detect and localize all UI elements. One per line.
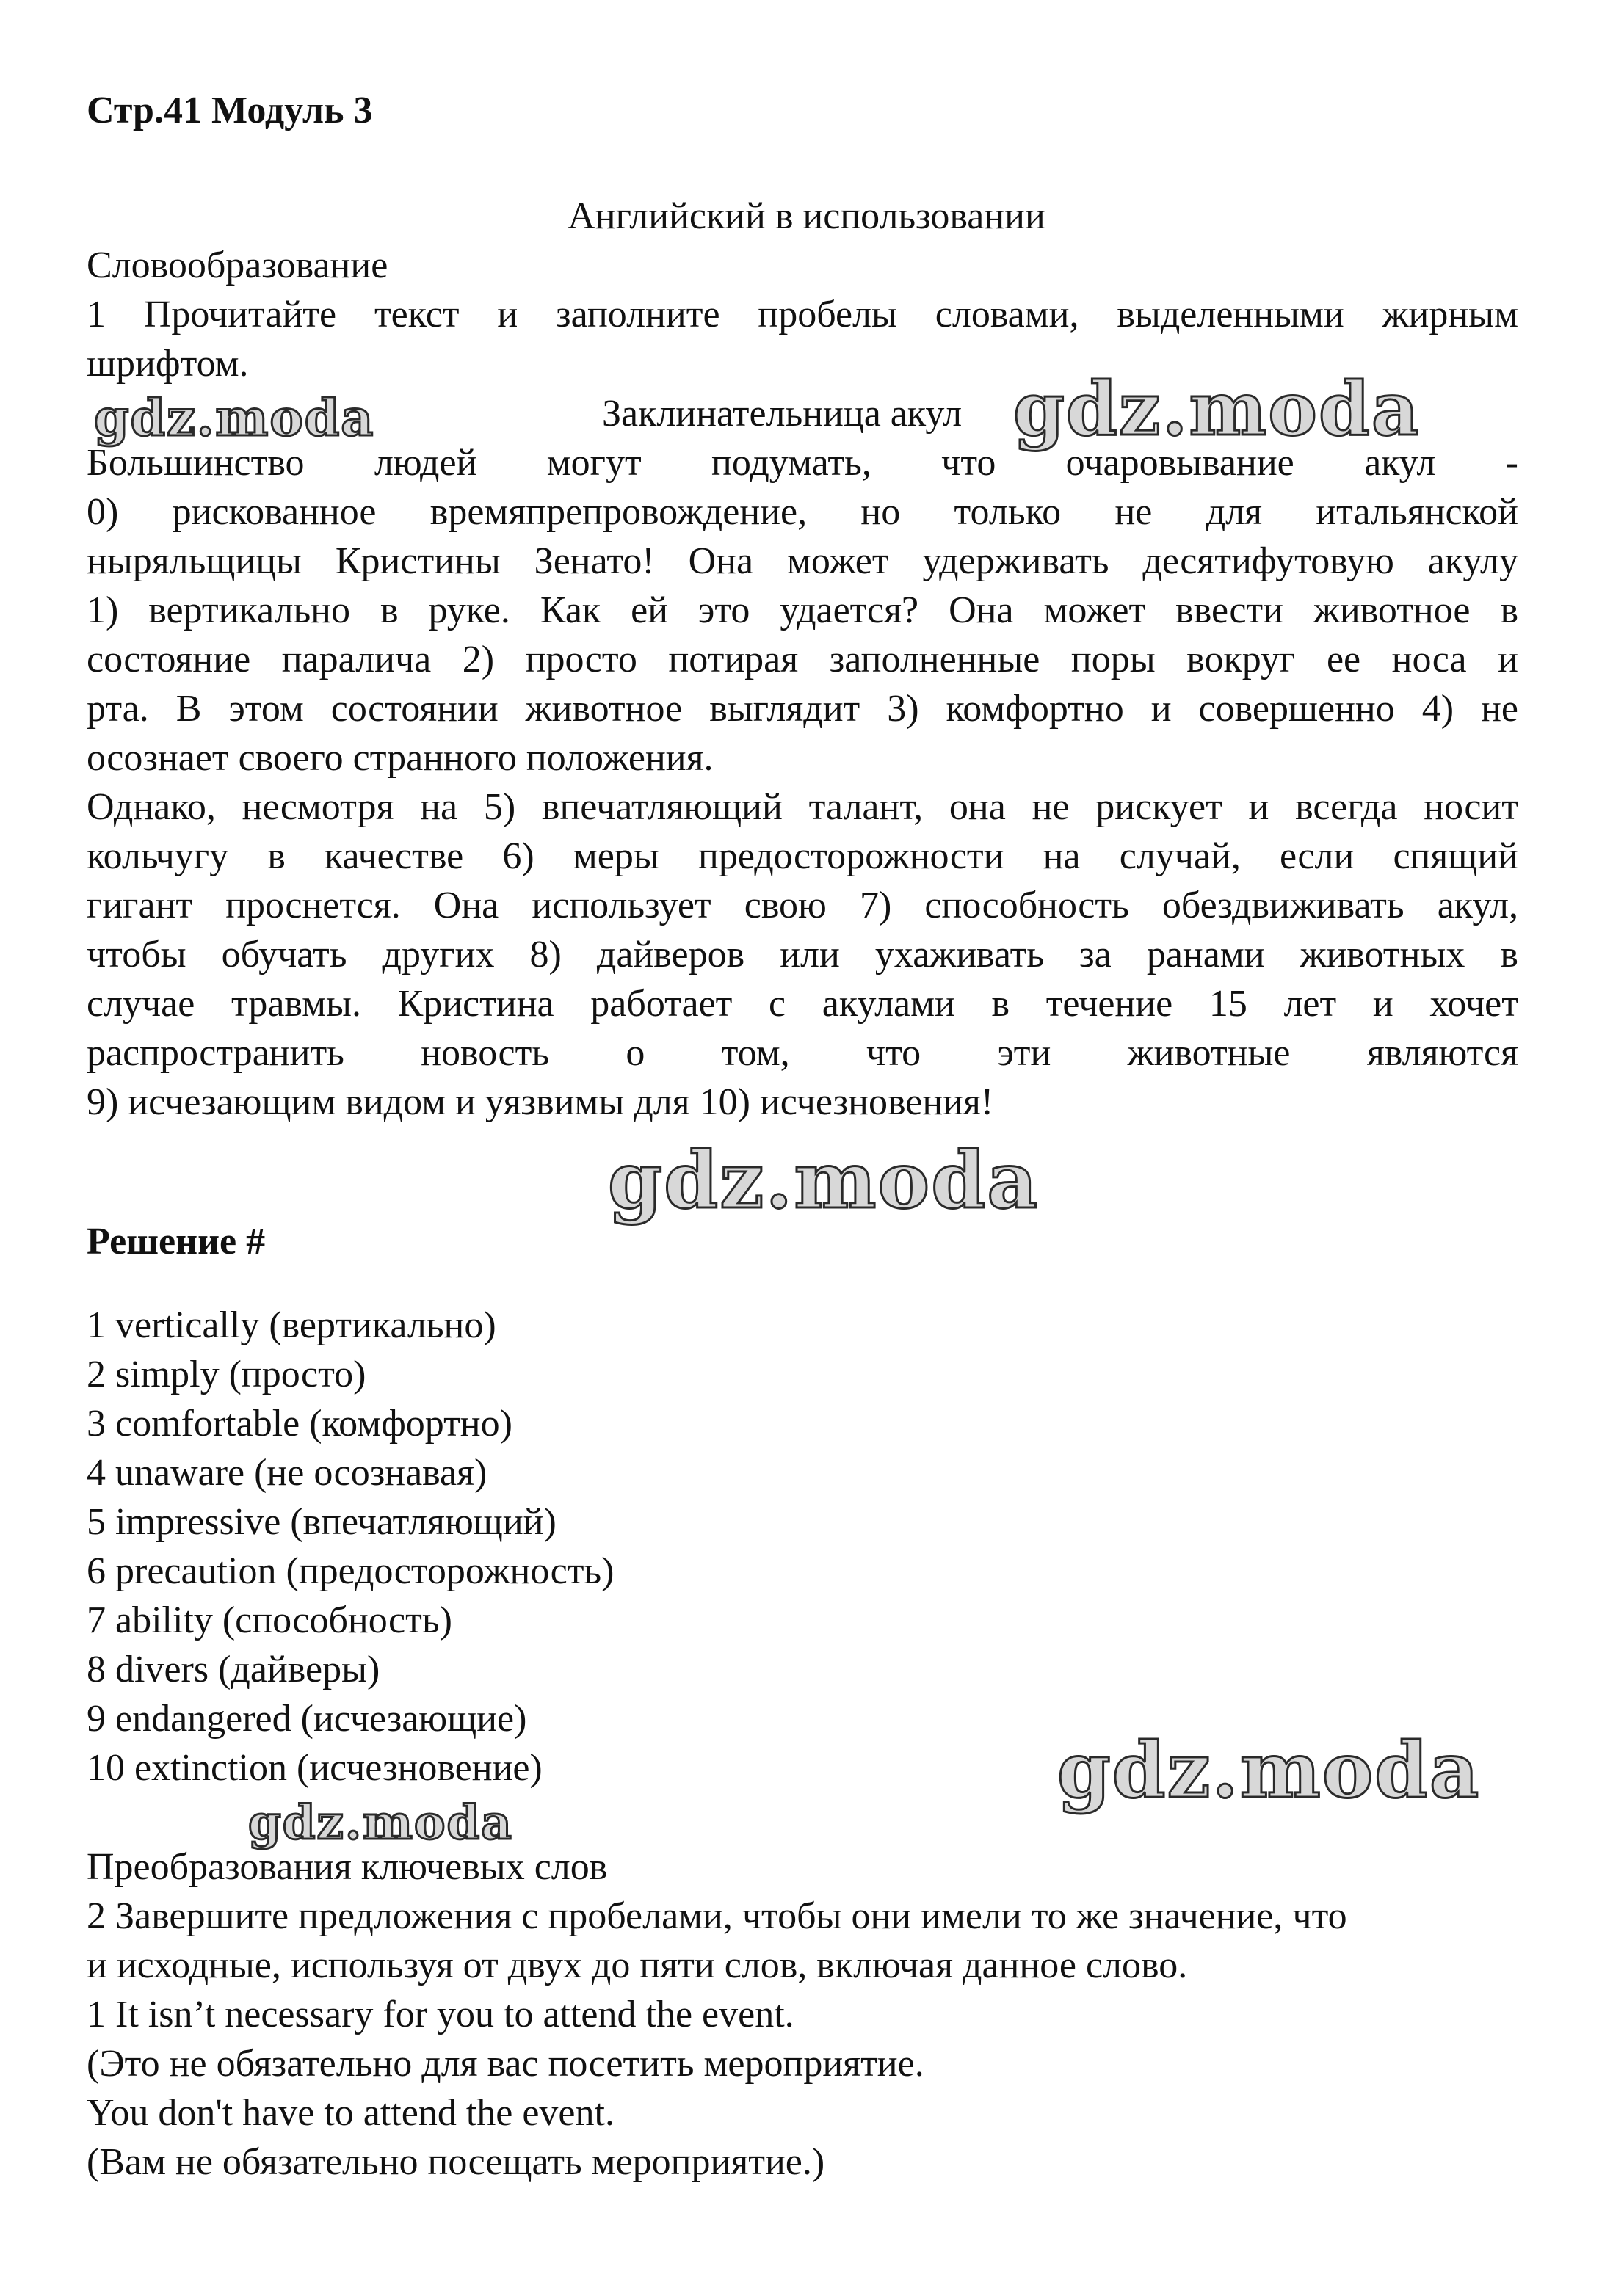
text-line: 9) исчезающим видом и уязвимы для 10) исчезновения! [87, 1081, 994, 1123]
task2-subsection-title: Преобразования ключевых слов [87, 1846, 608, 1888]
solution-heading: Решение # [87, 1221, 266, 1263]
task2-answer-ru: (Вам не обязательно посещать мероприятие.) [87, 2141, 825, 2183]
task1-instruction-line2: шрифтом. [87, 343, 249, 385]
answer-item: 10 extinction (исчезновение) [87, 1747, 543, 1789]
task2-instruction-line1: 2 Завершите предложения с пробелами, чтобы они имели то же значение, что [87, 1895, 1347, 1937]
page-header: Стр.41 Модуль 3 [87, 90, 373, 131]
answer-item: 5 impressive (впечатляющий) [87, 1501, 557, 1543]
text-line: Однако, несмотря на 5) впечатляющий талант, она не рискует и всегда носит [87, 786, 1518, 828]
subsection-title: Словообразование [87, 244, 388, 286]
text-line: распространить новость о том, что эти животные являются [87, 1032, 1518, 1074]
answer-item: 8 divers (дайверы) [87, 1649, 380, 1690]
text-line: 0) рискованное времяпрепровождение, но только не для итальянской [87, 491, 1518, 533]
text-line: случае травмы. Кристина работает с акулами в течение 15 лет и хочет [87, 983, 1518, 1025]
text-line: осознает своего странного положения. [87, 737, 714, 779]
text-line: состояние паралича 2) просто потирая заполненные поры вокруг ее носа и [87, 639, 1518, 680]
task2-instruction-line2: и исходные, используя от двух до пяти слов, включая данное слово. [87, 1944, 1188, 1986]
answer-item: 4 unaware (не осознавая) [87, 1452, 487, 1494]
task2-example-ru: (Это не обязательно для вас посетить мероприятие. [87, 2043, 924, 2085]
watermark-logo: gdz.moda [94, 389, 375, 448]
answer-item: 3 comfortable (комфортно) [87, 1403, 512, 1445]
text-line: гигант проснется. Она использует свою 7) способность обездвиживать акул, [87, 884, 1518, 926]
watermark-logo: gdz.moda [1057, 1725, 1481, 1815]
text-line: кольчугу в качестве 6) меры предосторожности на случай, если спящий [87, 835, 1518, 877]
text-line: Большинство людей могут подумать, что очаровывание акул - [87, 442, 1518, 484]
answer-item: 1 vertically (вертикально) [87, 1304, 496, 1346]
answer-item: 7 ability (способность) [87, 1599, 452, 1641]
task2-example-en: 1 It isn’t necessary for you to attend the event. [87, 1994, 794, 2035]
watermark-logo: gdz.moda [248, 1795, 513, 1850]
answer-item: 9 endangered (исчезающие) [87, 1698, 527, 1740]
watermark-logo: gdz.moda [608, 1134, 1039, 1226]
text-line: 1) вертикально в руке. Как ей это удается? Она может ввести животное в [87, 589, 1518, 631]
answer-item: 6 precaution (предосторожность) [87, 1550, 615, 1592]
task1-instruction-line1: 1 Прочитайте текст и заполните пробелы словами, выделенными жирным [87, 294, 1518, 335]
task2-answer-en: You don't have to attend the event. [87, 2092, 615, 2134]
answer-item: 2 simply (просто) [87, 1354, 366, 1395]
watermark-logo: gdz.moda [1013, 366, 1421, 452]
text-line: рта. В этом состоянии животное выглядит 3) комфортно и совершенно 4) не [87, 688, 1518, 730]
section-title: Английский в использовании [568, 195, 1045, 237]
text-line: чтобы обучать других 8) дайверов или ухаживать за ранами животных в [87, 934, 1518, 976]
text-line: ныряльщицы Кристины Зенато! Она может удерживать десятифутовую акулу [87, 540, 1518, 582]
text-title: Заклинательница акул [602, 393, 963, 435]
